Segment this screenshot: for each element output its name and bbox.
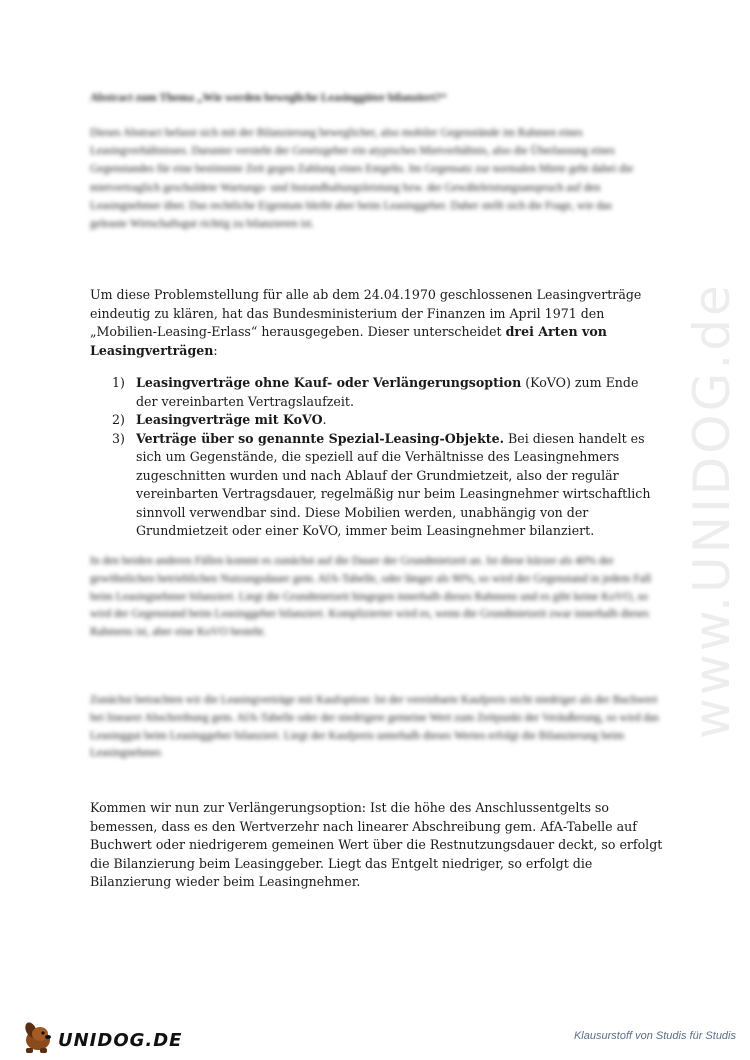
- logo-text: UNIDOG.DE: [58, 1030, 183, 1051]
- list-item-bold: Leasingverträge mit KoVO: [136, 412, 323, 427]
- list-item-text: (KoVO) zum Ende der vereinbarten Vertragslaufzeit.: [136, 375, 639, 409]
- watermark-text: www.UNIDOG.de: [683, 282, 741, 739]
- paragraph-problem-colon: :: [213, 342, 218, 358]
- list-item: [112, 374, 660, 411]
- paragraph-problem-bold: drei Arten von Leasingverträgen: [90, 324, 607, 358]
- paragraph-problem: [90, 286, 670, 360]
- document-title: Abstract zum Thema „Wie werden bewegliche Leasinggüter bilanziert?“: [90, 92, 447, 104]
- contract-types-list: [112, 374, 660, 541]
- list-item: [112, 411, 660, 430]
- dog-mascot-icon: [18, 1016, 58, 1056]
- paragraph-problem-text: Um diese Problemstellung für alle ab dem 24.04.1970 geschlossenen Leasingverträge eindeutig zu klären, hat das Bundesministerium der Finanzen im April 1971 den „Mobilien-Leasing-Erlass“ herausgegeben. Dieser unterscheidet: [90, 287, 642, 339]
- paragraph-intro: Dieses Abstract befasst sich mit der Bilanzierung beweglicher, also mobiler Gegenstände im Rahmen eines Leasingverhältnisses. Darunter versteht der Gesetzgeber ein atypisches Mietverhältnis, also die Überlassung eines Gegenstandes für eine bestimmte Zeit gegen Zahlung eines Entgelts. Im Gegensatz zur normalen Miete geht dabei die mietvertraglich geschuldete Wartungs- und Instandhaltungsleistung bzw. der Gewährleistungsanspruch auf den Leasingnehmer über. Das rechtliche Eigentum bleibt aber beim Leasinggeber. Daher stellt sich die Frage, wie das geleaste Wirtschaftsgut richtig zu bilanzieren ist.: [90, 127, 634, 231]
- list-item-number: 1): [112, 375, 125, 390]
- list-item-text: .: [322, 412, 327, 427]
- list-item-bold: Verträge über so genannte Spezial-Leasing-Objekte.: [136, 430, 505, 446]
- list-item-number: 2): [112, 412, 125, 427]
- paragraph-kaufoption: Zunächst betrachten wir die Leasingverträge mit Kaufoption: Ist der vereinbarte Kaufpreis nicht niedriger als der Buchwert bei linearer Abschreibung gem. AfA-Tabelle oder der niedrigere gemeine Wert zum Zeitpunkt der Veräußerung, so wird das Leasinggut beim Leasinggeber bilanziert. Liegt der Kaufpreis unterhalb dieses Wertes erfolgt die Bilanzierung beim Leasingnehmer.: [90, 694, 659, 760]
- paragraph-verlaengerungsoption: Kommen wir nun zur Verlängerungsoption: Ist die höhe des Anschlussentgelts so bemessen, dass es den Wertverzehr nach linearer Abschreibung gem. AfA-Tabelle auf Buchwert oder niedrigerem gemeinen Wert über die Restnutzungsdauer deckt, so erfolgt die Bilanzierung beim Leasinggeber. Liegt das Entgelt niedriger, so erfolgt die Bilanzierung wieder beim Leasingnehmer.: [90, 800, 663, 889]
- list-item: [112, 430, 660, 541]
- unidog-logo[interactable]: [18, 1016, 183, 1056]
- list-item-text: Bei diesen handelt es sich um Gegenstände, die speziell auf die Verhältnisse des Leasingnehmers zugeschnitten wurden und nach Ablauf der Grundmietzeit, also der regulär vereinbarten Vertragsdauer, regelmäßig nur beim Leasingnehmer wirtschaftlich sinnvoll verwendbar sind. Diese Mobilien werden, unabhängig von der Grundmietzeit oder einer KoVO, immer beim Leasingnehmer bilanziert.: [136, 430, 651, 538]
- paragraph-grundmietzeit: In den beiden anderen Fällen kommt es zunächst auf die Dauer der Grundmietzeit an. Ist diese kürzer als 40% der gewöhnlichen betrieblichen Nutzungsdauer gem. AfA-Tabelle, oder länger als 90%, so wird der Gegenstand in jedem Fall beim Leasingnehmer bilanziert. Liegt die Grundmietzeit hingegen innerhalb dieses Rahmens und es gibt keine KoVO, so wird der Gegenstand beim Leasinggeber bilanziert. Komplizierter wird es, wenn die Grundmietzeit zwar innerhalb dieses Rahmens ist, aber eine KoVO besteht.: [90, 555, 652, 639]
- list-item-bold: Leasingverträge ohne Kauf- oder Verlängerungsoption: [136, 375, 522, 390]
- footer-tagline: Klausurstoff von Studis für Studis: [573, 1030, 736, 1042]
- list-item-number: 3): [112, 430, 125, 446]
